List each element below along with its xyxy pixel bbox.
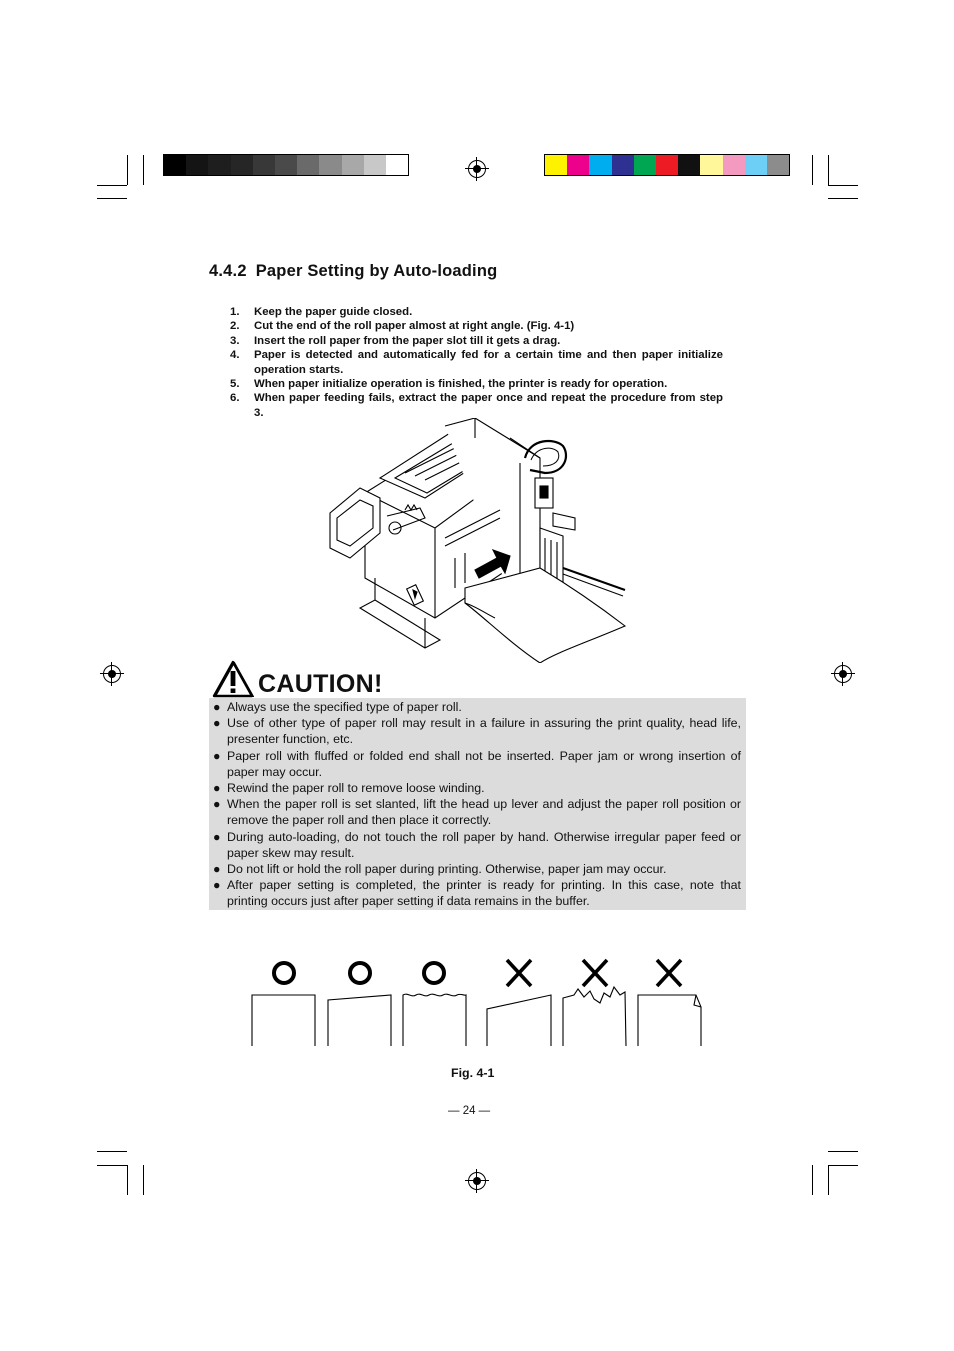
color-swatch xyxy=(567,155,589,175)
ok-mark-icon xyxy=(424,963,444,983)
section-number: 4.4.2 xyxy=(209,262,247,280)
section-heading xyxy=(209,262,497,281)
ok-mark-icon xyxy=(350,963,370,983)
color-swatch xyxy=(678,155,700,175)
registration-mark-right xyxy=(834,665,852,683)
paper-cut-examples-figure xyxy=(248,955,708,1050)
registration-mark-bottom xyxy=(468,1172,486,1190)
step-item xyxy=(230,348,723,377)
figure-caption: Fig. 4-1 xyxy=(451,1066,495,1080)
color-calibration-bar xyxy=(544,154,790,176)
caution-list xyxy=(213,699,741,910)
color-swatch xyxy=(275,155,297,175)
color-swatch xyxy=(342,155,364,175)
caution-item: ● When the paper roll is set slanted, lift the head up lever and adjust the paper roll position or remove the paper roll and then place it correctly. xyxy=(213,797,741,828)
caution-item: ● Always use the specified type of paper roll. xyxy=(213,700,462,714)
paper-slight-angle-cut xyxy=(328,995,391,1046)
step-text: Cut the end of the roll paper almost at right angle. (Fig. 4-1) xyxy=(254,320,575,333)
step-text: When paper initialize operation is finished, the printer is ready for operation. xyxy=(254,378,668,391)
warning-triangle-icon xyxy=(212,660,254,698)
step-number: 1. xyxy=(230,306,240,318)
step-number: 4. xyxy=(230,349,240,362)
color-swatch xyxy=(589,155,611,175)
ng-mark-icon xyxy=(657,960,681,986)
bullet-icon: ● xyxy=(213,700,221,714)
color-swatch xyxy=(231,155,253,175)
step-number: 2. xyxy=(230,320,240,333)
ok-mark-icon xyxy=(274,963,294,983)
step-text: When paper feeding fails, extract the paper once and repeat the procedure from step 3. xyxy=(254,392,723,419)
caution-item: ● Use of other type of paper roll may result in a failure in assuring the print quality, head life, presenter function, etc. xyxy=(213,716,741,747)
color-swatch xyxy=(364,155,386,175)
color-swatch xyxy=(745,155,767,175)
color-swatch xyxy=(700,155,722,175)
color-swatch xyxy=(253,155,275,175)
registration-mark-top xyxy=(468,160,486,178)
paper-torn-cut xyxy=(563,987,626,1046)
step-item xyxy=(230,377,723,391)
color-swatch xyxy=(545,155,567,175)
bullet-icon: ● xyxy=(213,862,221,877)
section-title: Paper Setting by Auto-loading xyxy=(255,262,498,280)
color-swatch xyxy=(208,155,230,175)
step-text: Keep the paper guide closed. xyxy=(254,306,413,318)
caution-item: ● After paper setting is completed, the printer is ready for printing. In this case, note that printing occurs just after paper setting if data remains in the buffer. xyxy=(213,878,741,909)
caution-item: ● Paper roll with fluffed or folded end shall not be inserted. Paper jam or wrong insertion of paper may occur. xyxy=(213,748,741,779)
step-number: 6. xyxy=(230,392,240,405)
step-number: 5. xyxy=(230,378,240,391)
bullet-icon: ● xyxy=(213,781,221,796)
bullet-icon: ● xyxy=(213,797,221,812)
color-swatch xyxy=(164,155,186,175)
caution-box xyxy=(209,698,746,910)
paper-folded-cut xyxy=(638,995,701,1046)
color-swatch xyxy=(297,155,319,175)
step-text: Insert the roll paper from the paper slot till it gets a drag. xyxy=(254,334,561,347)
registration-mark-left xyxy=(103,665,121,683)
caution-title: CAUTION! xyxy=(258,670,383,698)
color-swatch xyxy=(186,155,208,175)
paper-slight-wavy-cut xyxy=(403,994,466,1046)
caution-header xyxy=(212,658,383,698)
bullet-icon: ● xyxy=(213,716,221,731)
color-swatch xyxy=(634,155,656,175)
step-number: 3. xyxy=(230,334,240,347)
step-item xyxy=(230,305,723,319)
step-item xyxy=(230,391,723,420)
color-swatch xyxy=(386,155,408,175)
color-swatch xyxy=(723,155,745,175)
procedure-steps xyxy=(230,305,723,420)
paper-straight-cut xyxy=(252,995,315,1046)
page-number: — 24 — xyxy=(448,1105,491,1117)
bullet-icon: ● xyxy=(213,878,221,893)
step-item xyxy=(230,334,723,348)
step-item xyxy=(230,319,723,333)
step-text: Paper is detected and automatically fed for a certain time and then paper initialize operation starts. xyxy=(254,349,723,376)
bullet-icon: ● xyxy=(213,829,221,844)
gray-calibration-bar xyxy=(163,154,409,176)
caution-item: ● Rewind the paper roll to remove loose winding. xyxy=(213,781,485,796)
bullet-icon: ● xyxy=(213,748,221,763)
color-swatch xyxy=(656,155,678,175)
ng-mark-icon xyxy=(583,960,607,986)
ng-mark-icon xyxy=(507,960,531,986)
color-swatch xyxy=(319,155,341,175)
paper-steep-angle-cut xyxy=(487,995,551,1046)
caution-item: ● During auto-loading, do not touch the roll paper by hand. Otherwise irregular paper feed or paper skew may result. xyxy=(213,829,741,860)
printer-illustration xyxy=(325,418,630,663)
color-swatch xyxy=(767,155,789,175)
caution-item: ● Do not lift or hold the roll paper during printing. Otherwise, paper jam may occur. xyxy=(213,862,667,877)
color-swatch xyxy=(612,155,634,175)
